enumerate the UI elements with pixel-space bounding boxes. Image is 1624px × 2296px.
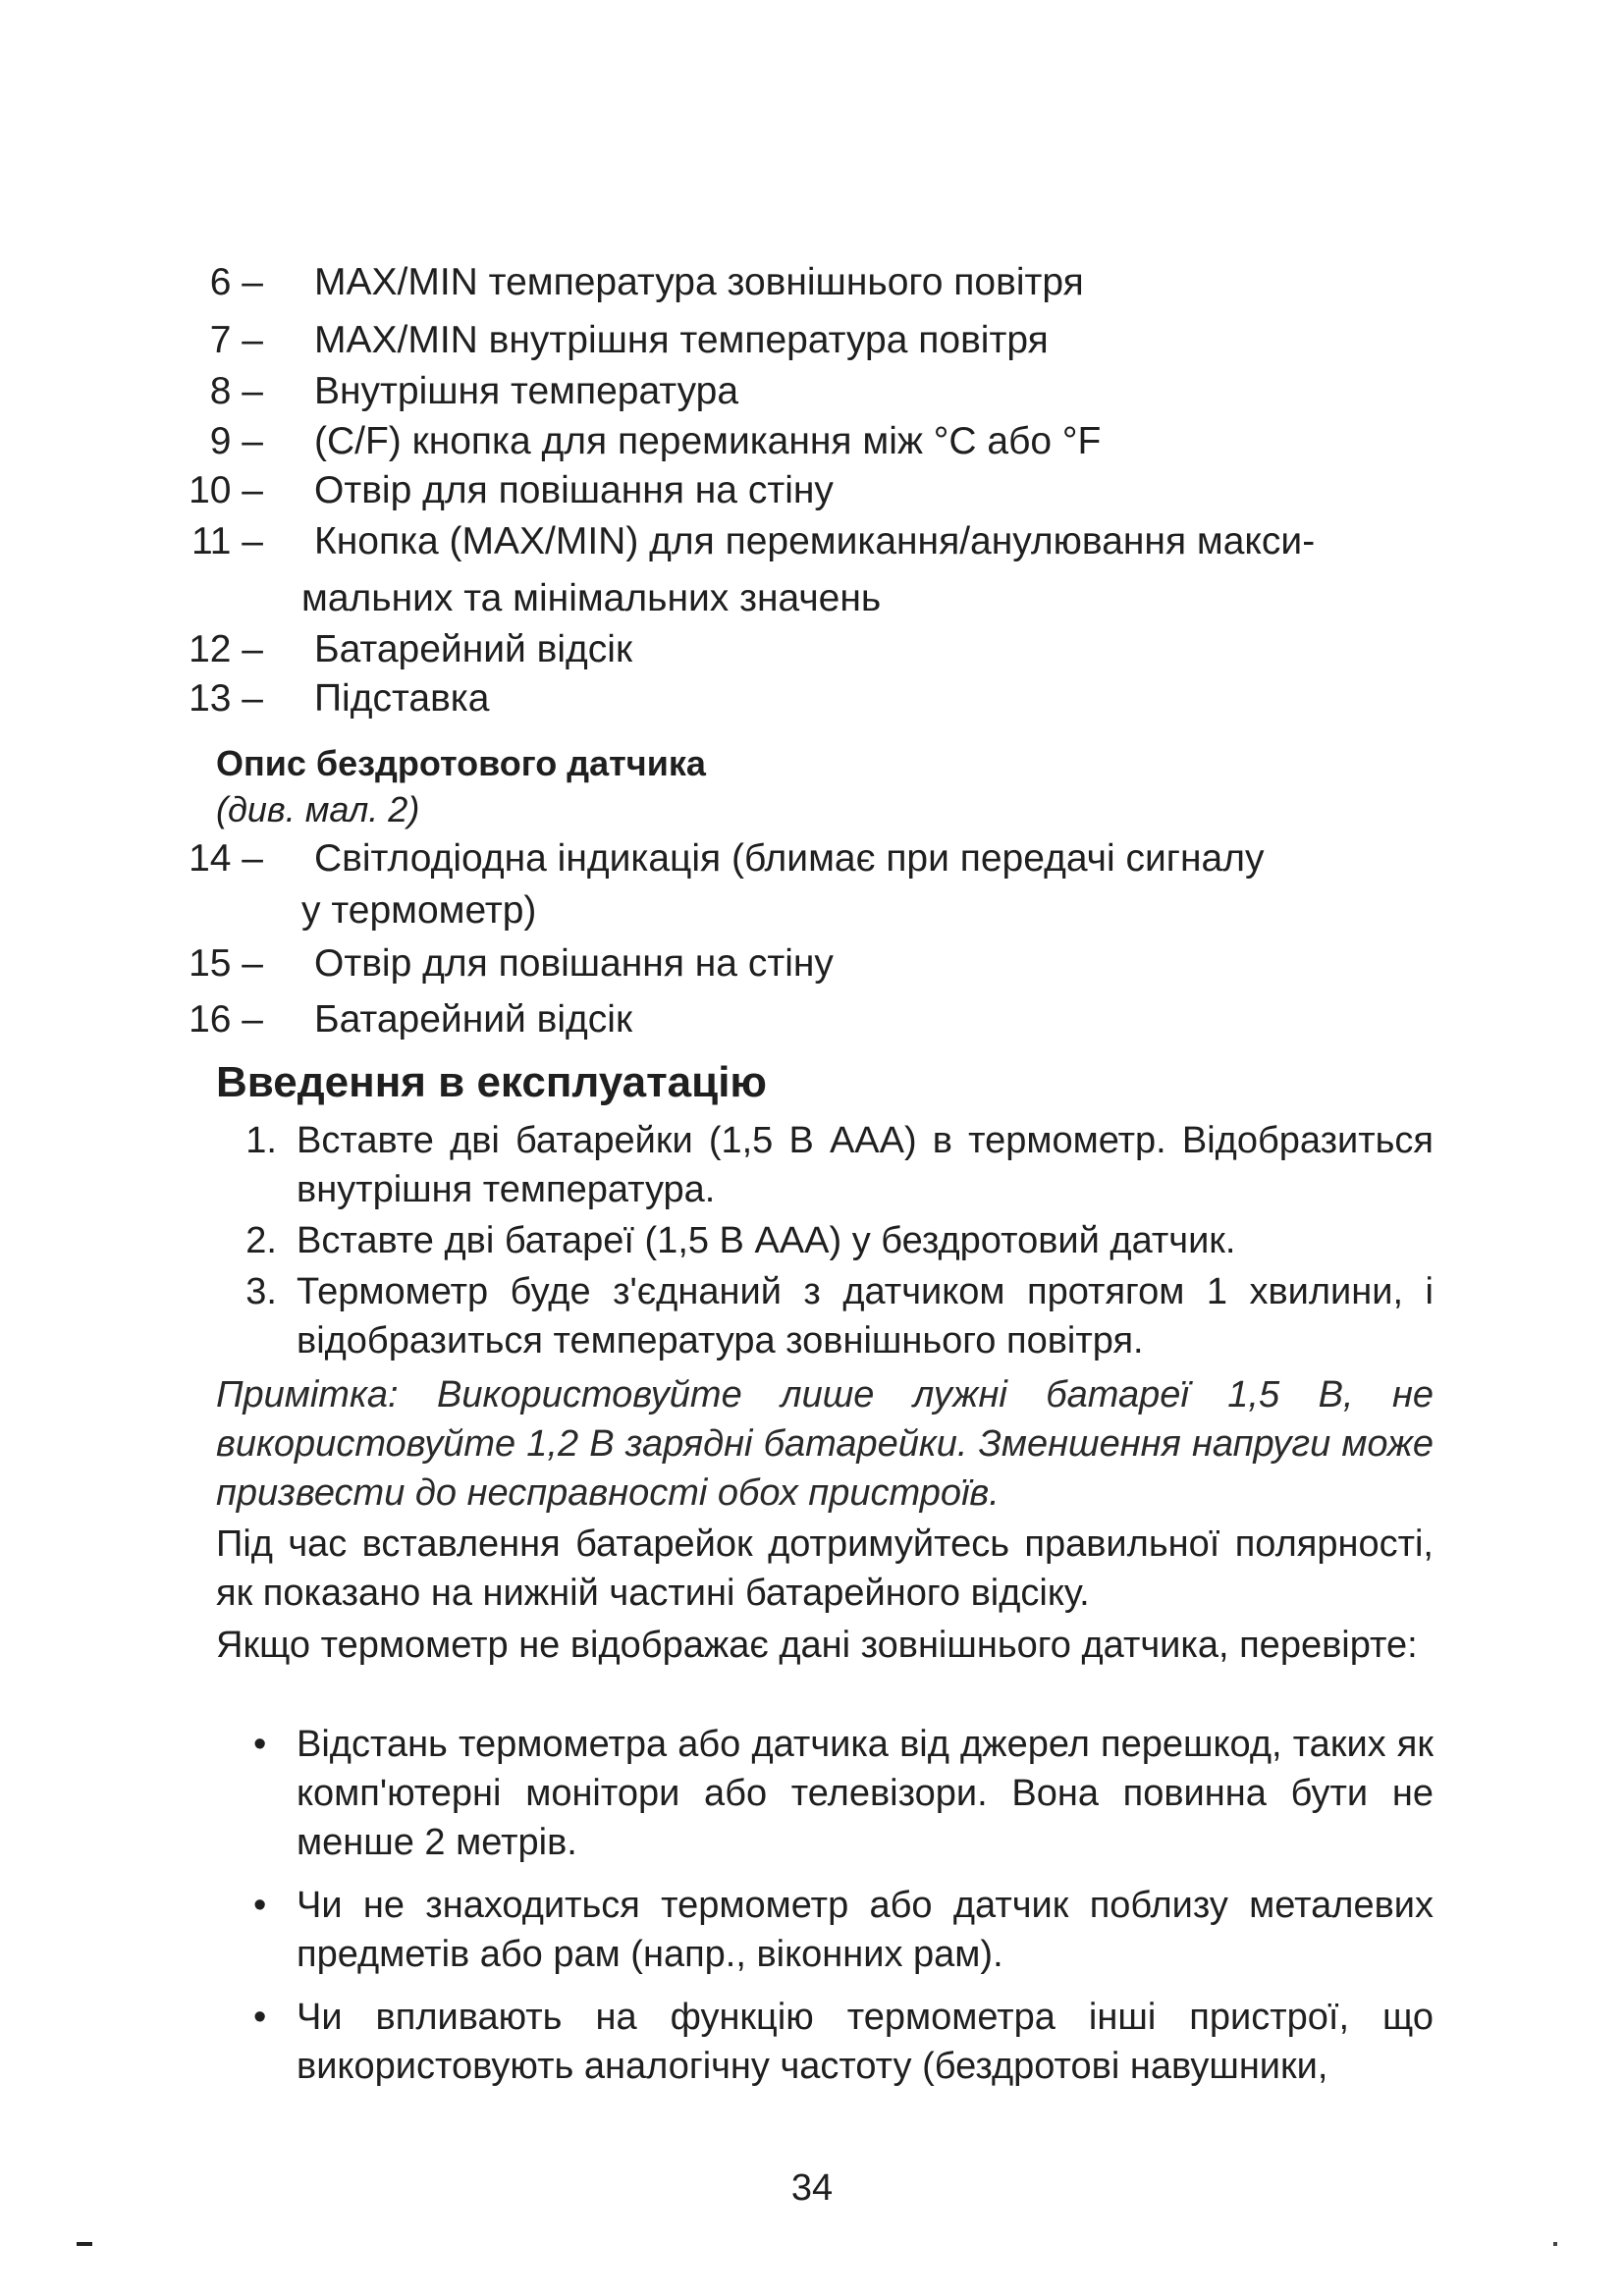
item-number: 15 – bbox=[189, 942, 263, 985]
sensor-heading: Опис бездротового датчика bbox=[216, 743, 706, 783]
step-number: 1. bbox=[245, 1120, 277, 1161]
polarity-paragraph: Під час вставлення батарейок дотримуйтесь правильної полярності, як показано на нижній частині батарейного відсіку. bbox=[216, 1523, 1434, 1614]
setup-steps bbox=[216, 1116, 1434, 1365]
figure-reference: (див. мал. 2) bbox=[216, 789, 420, 829]
setup-step bbox=[216, 1267, 1434, 1365]
item-number: 9 – bbox=[209, 420, 263, 462]
item-text: Світлодіодна індикація (блимає при передачі сигналу bbox=[314, 837, 1265, 880]
setup-step bbox=[216, 1116, 1434, 1214]
item-number: 11 – bbox=[190, 520, 263, 562]
battery-note: Примітка: Використовуйте лише лужні батареї 1,5 В, не використовуйте 1,2 В зарядні батарейки. Зменшення напруги може призвести до несправності обох пристроїв. bbox=[216, 1374, 1434, 1514]
item-number: 6 – bbox=[209, 261, 263, 303]
item-text: Підставка bbox=[314, 677, 490, 720]
step-text: Термометр буде з'єднаний з датчиком протягом 1 хвилини, і відобразиться температура зовнішнього повітря. bbox=[297, 1271, 1434, 1362]
item-text: MAX/MIN температура зовнішнього повітря bbox=[314, 261, 1084, 303]
item-text: (C/F) кнопка для перемикання між °C або °F bbox=[314, 420, 1102, 462]
step-number: 2. bbox=[245, 1220, 277, 1261]
list-item-11-continuation: мальних та мінімальних значень bbox=[301, 577, 882, 619]
check-list-item bbox=[216, 1993, 1434, 2091]
page-number: 34 bbox=[790, 2167, 834, 2209]
step-number: 3. bbox=[245, 1271, 277, 1312]
bullet-text: Відстань термометра або датчика від джерел перешкод, таких як комп'ютерні монітори або телевізори. Вона повинна бути не менше 2 метрів. bbox=[297, 1724, 1434, 1863]
bullet-symbol: • bbox=[253, 1997, 267, 2038]
setup-heading: Введення в експлуатацію bbox=[216, 1058, 767, 1106]
bullet-symbol: • bbox=[253, 1724, 267, 1765]
item-number: 10 – bbox=[189, 469, 263, 511]
setup-step bbox=[216, 1216, 1434, 1265]
check-list bbox=[216, 1720, 1434, 2105]
check-intro: Якщо термометр не відображає дані зовнішнього датчика, перевірте: bbox=[216, 1625, 1418, 1666]
bullet-text: Чи не знаходиться термометр або датчик поблизу металевих предметів або рам (напр., віконних рам). bbox=[297, 1885, 1434, 1975]
scan-mark bbox=[1553, 2242, 1557, 2246]
bullet-text: Чи впливають на функцію термометра інші пристрої, що використовують аналогічну частоту (бездротові навушники, bbox=[297, 1997, 1434, 2087]
item-number: 13 – bbox=[189, 677, 263, 720]
item-text: Батарейний відсік bbox=[314, 628, 633, 670]
item-text: Отвір для повішання на стіну bbox=[314, 942, 834, 985]
item-number: 14 – bbox=[189, 837, 263, 880]
item-text: Кнопка (MAX/MIN) для перемикання/анулювання макси- bbox=[314, 520, 1316, 562]
item-text: MAX/MIN внутрішня температура повітря bbox=[314, 319, 1049, 361]
item-text: Отвір для повішання на стіну bbox=[314, 469, 834, 511]
check-list-item bbox=[216, 1720, 1434, 1867]
item-number: 7 – bbox=[209, 319, 263, 361]
list-item-14-continuation: у термометр) bbox=[301, 889, 537, 932]
item-text: Внутрішня температура bbox=[314, 370, 739, 412]
item-number: 12 – bbox=[189, 628, 263, 670]
scan-mark bbox=[77, 2242, 92, 2246]
check-list-item bbox=[216, 1881, 1434, 1979]
item-text: Батарейний відсік bbox=[314, 998, 633, 1041]
item-number: 8 – bbox=[209, 370, 263, 412]
bullet-symbol: • bbox=[253, 1885, 267, 1926]
step-text: Вставте дві батарейки (1,5 В AAA) в термометр. Відобразиться внутрішня температура. bbox=[297, 1120, 1434, 1210]
item-number: 16 – bbox=[189, 998, 263, 1041]
step-text: Вставте дві батареї (1,5 В AAA) у бездротовий датчик. bbox=[297, 1220, 1236, 1261]
